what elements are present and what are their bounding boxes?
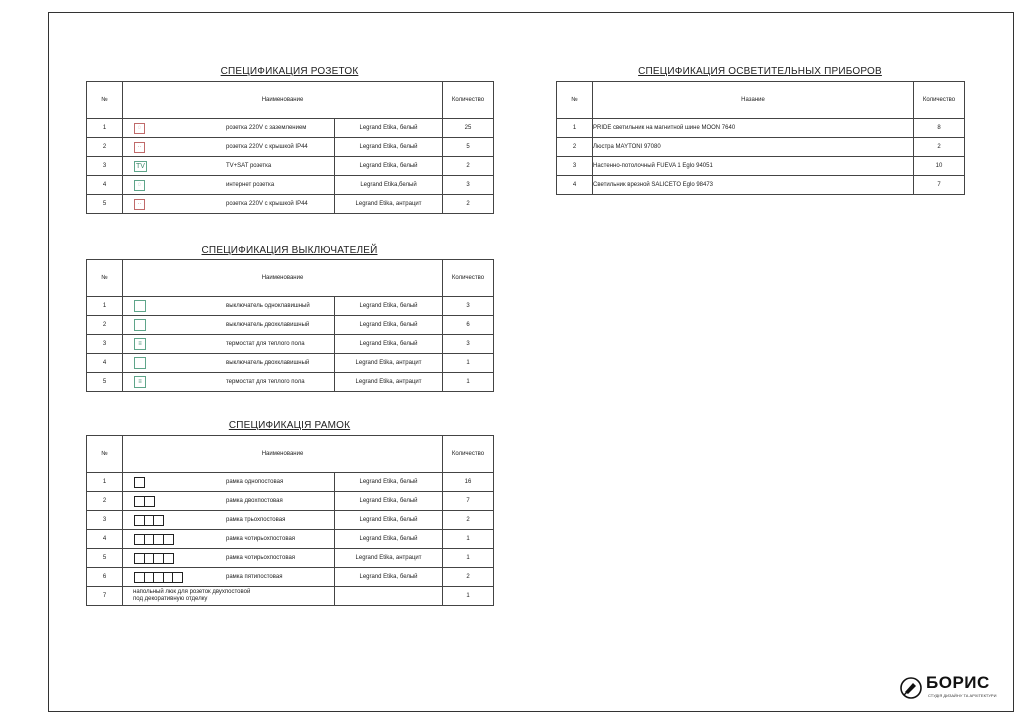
row-name: рамка двохпостовая — [226, 498, 283, 504]
row-num: 2 — [557, 138, 593, 157]
frame-3-post-icon — [134, 515, 163, 526]
row-qty: 3 — [443, 335, 494, 354]
table-row — [87, 530, 494, 549]
row-qty: 2 — [443, 195, 494, 214]
row-brand: Legrand Etika,белый — [335, 176, 443, 195]
row-qty: 6 — [443, 316, 494, 335]
row-name: выключатель двохклавишный — [226, 322, 310, 328]
frame-5-post-icon — [134, 572, 182, 583]
row-name: термостат для теплого пола — [226, 379, 305, 385]
row-num: 5 — [87, 195, 123, 214]
row-qty: 1 — [443, 373, 494, 392]
row-qty: 7 — [914, 176, 965, 195]
table-row — [557, 119, 965, 138]
row-brand: Legrand Etika, антрацит — [335, 373, 443, 392]
row-qty: 2 — [914, 138, 965, 157]
row-num: 4 — [87, 176, 123, 195]
table-row — [87, 568, 494, 587]
row-brand: Legrand Etika, белый — [335, 492, 443, 511]
row-qty: 7 — [443, 492, 494, 511]
table-row — [87, 138, 494, 157]
row-name: рамка однопостовая — [226, 479, 284, 485]
double-switch-icon — [134, 357, 146, 369]
tv-socket-icon: TV — [134, 161, 147, 172]
thermostat-icon: ≡ — [134, 338, 146, 350]
row-num: 2 — [87, 316, 123, 335]
frame-post-box — [172, 572, 183, 583]
sockets-table — [86, 81, 494, 214]
floor-box-note — [123, 589, 334, 603]
row-name: розетка 220V с крышкой IP44 — [226, 201, 308, 207]
switches-title: СПЕЦИФИКАЦИЯ ВЫКЛЮЧАТЕЛЕЙ — [201, 245, 378, 256]
row-num: 7 — [87, 587, 123, 606]
row-qty: 10 — [914, 157, 965, 176]
row-qty: 1 — [443, 530, 494, 549]
frames-table — [86, 435, 494, 606]
frame-1-post-icon — [134, 477, 144, 488]
sockets-title: СПЕЦИФИКАЦИЯ РОЗЕТОК — [220, 66, 359, 77]
frame-post-box — [163, 553, 174, 564]
logo-tagline: СТУДІЯ ДИЗАЙНУ ТА АРХІТЕКТУРИ — [928, 693, 997, 698]
row-brand: Legrand Etika, белый — [335, 157, 443, 176]
frames-title: СПЕЦИФИКАЦІЯ РАМОК — [228, 420, 351, 431]
table-row — [87, 119, 494, 138]
row-brand — [335, 587, 443, 606]
row-brand: Legrand Etika, антрацит — [335, 354, 443, 373]
row-num: 1 — [87, 119, 123, 138]
header-qty: Количество — [914, 82, 965, 119]
row-num: 1 — [87, 297, 123, 316]
row-brand: Legrand Etika, белый — [335, 530, 443, 549]
row-name: Настенно-потолочный FUEVA 1 Eglo 94051 — [593, 157, 914, 176]
row-num: 3 — [557, 157, 593, 176]
row-brand: Legrand Etika, белый — [335, 119, 443, 138]
row-brand: Legrand Etika, белый — [335, 335, 443, 354]
header-num: № — [87, 260, 123, 297]
frame-post-box — [163, 534, 174, 545]
note-line-2: под декоративную отделку — [133, 596, 208, 602]
row-name: выключатель двохклавишный — [226, 360, 310, 366]
table-row — [87, 335, 494, 354]
row-qty: 1 — [443, 549, 494, 568]
row-brand: Legrand Etika, белый — [335, 297, 443, 316]
internet-socket-icon: ◌ — [134, 180, 145, 191]
row-name: рамка трьохпостовая — [226, 517, 286, 523]
row-name: розетка 220V с заземлением — [226, 125, 307, 131]
studio-logo — [900, 673, 1004, 703]
row-num: 3 — [87, 511, 123, 530]
row-num: 5 — [87, 373, 123, 392]
row-num: 5 — [87, 549, 123, 568]
covered-socket-icon: ·· — [134, 142, 145, 153]
frame-post-box — [144, 496, 155, 507]
row-name: рамка чотирьохпостовая — [226, 555, 296, 561]
covered-socket-icon: ·· — [134, 199, 145, 210]
table-row — [87, 176, 494, 195]
lighting-table — [556, 81, 965, 195]
row-qty: 25 — [443, 119, 494, 138]
row-num: 6 — [87, 568, 123, 587]
row-num: 2 — [87, 492, 123, 511]
row-brand: Legrand Etika, белый — [335, 473, 443, 492]
table-row — [87, 157, 494, 176]
header-name: Наименование — [123, 436, 443, 473]
table-row — [87, 297, 494, 316]
row-name: Светильник врезной SALICETO Eglo 98473 — [593, 176, 914, 195]
table-row — [87, 195, 494, 214]
lighting-title: СПЕЦИФИКАЦИЯ ОСВЕТИТЕЛЬНЫХ ПРИБОРОВ — [638, 66, 882, 77]
row-num: 1 — [87, 473, 123, 492]
header-name: Наименование — [123, 260, 443, 297]
table-row — [87, 549, 494, 568]
header-name: Назание — [593, 82, 914, 119]
row-num: 1 — [557, 119, 593, 138]
row-num: 4 — [87, 354, 123, 373]
header-qty: Количество — [443, 260, 494, 297]
double-switch-icon — [134, 319, 146, 331]
header-qty: Количество — [443, 436, 494, 473]
frame-post-box — [134, 477, 145, 488]
header-num: № — [87, 436, 123, 473]
header-name: Наименование — [123, 82, 443, 119]
table-row — [87, 473, 494, 492]
table-row — [557, 176, 965, 195]
header-num: № — [557, 82, 593, 119]
frame-4-post-icon — [134, 553, 172, 564]
logo-wordmark: БОРИС — [926, 673, 990, 692]
frame-post-box — [153, 515, 164, 526]
pen-nib-logo-icon — [900, 677, 922, 699]
row-qty: 3 — [443, 297, 494, 316]
note-line-1: напольный люк для розеток двухпостовой — [133, 589, 251, 595]
grounded-socket-icon: ◌ — [134, 123, 145, 134]
table-row — [87, 373, 494, 392]
table-row — [87, 492, 494, 511]
single-switch-icon — [134, 300, 146, 312]
row-name: Люстра MAYTONI 97080 — [593, 138, 914, 157]
row-num: 4 — [87, 530, 123, 549]
table-row — [87, 316, 494, 335]
row-name: рамка чотирьохпостовая — [226, 536, 296, 542]
row-name: выключатель одноклавишный — [226, 303, 310, 309]
row-num: 2 — [87, 138, 123, 157]
row-num: 4 — [557, 176, 593, 195]
row-qty: 2 — [443, 568, 494, 587]
row-name: интернет розетка — [226, 182, 275, 188]
header-qty: Количество — [443, 82, 494, 119]
row-qty: 8 — [914, 119, 965, 138]
row-qty: 3 — [443, 176, 494, 195]
row-qty: 2 — [443, 157, 494, 176]
row-brand: Legrand Etika, белый — [335, 316, 443, 335]
row-qty: 1 — [443, 354, 494, 373]
row-name: PRIDE светильник на магнитной шине MOON 7640 — [593, 119, 914, 138]
table-row — [557, 138, 965, 157]
row-name: розетка 220V с крышкой IP44 — [226, 144, 308, 150]
switches-table — [86, 259, 494, 392]
row-num: 3 — [87, 335, 123, 354]
thermostat-icon: ≡ — [134, 376, 146, 388]
row-num: 3 — [87, 157, 123, 176]
table-row — [557, 157, 965, 176]
row-name: рамка пятипостовая — [226, 574, 283, 580]
header-num: № — [87, 82, 123, 119]
row-qty: 16 — [443, 473, 494, 492]
row-name: термостат для теплого пола — [226, 341, 305, 347]
row-brand: Legrand Etika, антрацит — [335, 549, 443, 568]
frame-2-post-icon — [134, 496, 153, 507]
row-brand: Legrand Etika, белый — [335, 511, 443, 530]
table-row — [87, 511, 494, 530]
row-qty: 1 — [443, 587, 494, 606]
row-brand: Legrand Etika, антрацит — [335, 195, 443, 214]
row-qty: 2 — [443, 511, 494, 530]
row-name: TV+SAT розетка — [226, 163, 272, 169]
row-brand: Legrand Etika, белый — [335, 568, 443, 587]
table-row — [87, 354, 494, 373]
table-row — [87, 587, 494, 606]
frame-4-post-icon — [134, 534, 172, 545]
row-qty: 5 — [443, 138, 494, 157]
row-brand: Legrand Etika, белый — [335, 138, 443, 157]
